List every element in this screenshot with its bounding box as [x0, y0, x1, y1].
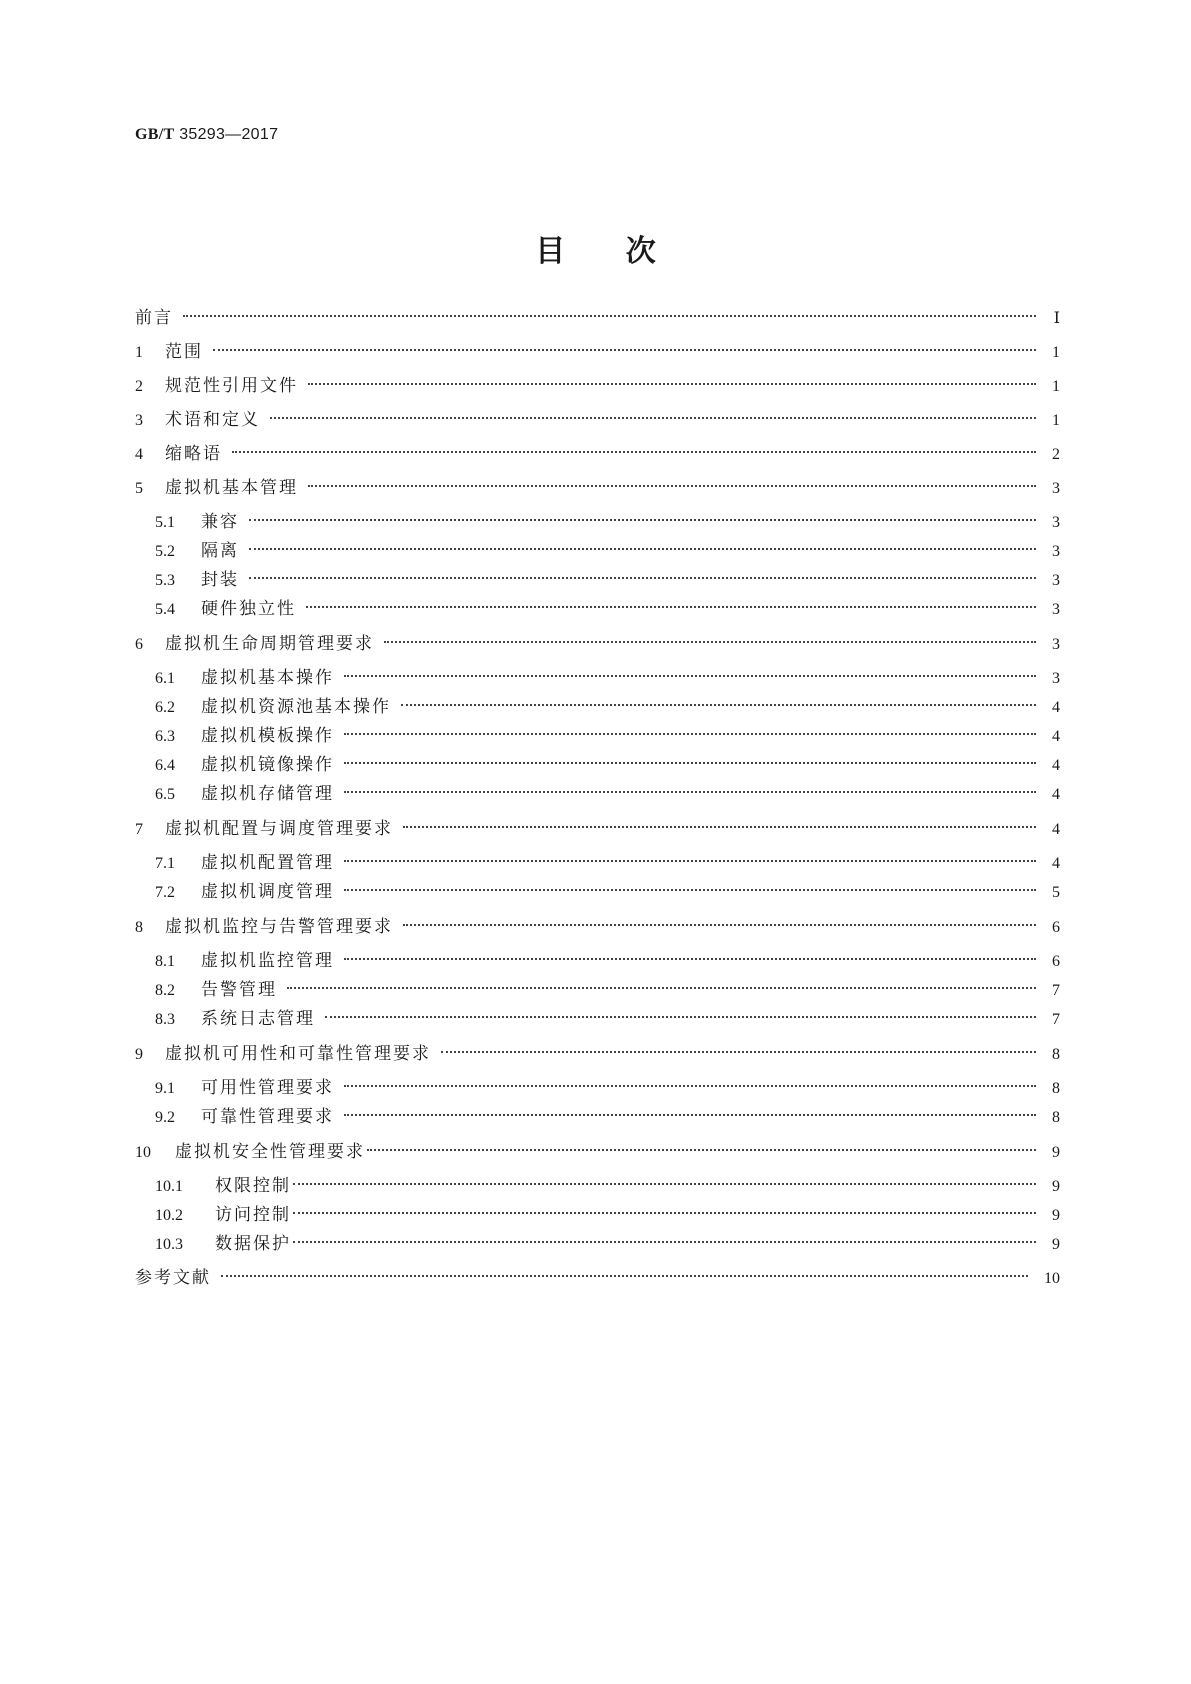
toc-entry-label: 硬件独立性 — [201, 599, 296, 619]
toc-entry-number: 5 — [135, 480, 143, 497]
toc-entry-label: 虚拟机基本管理 — [165, 478, 298, 498]
toc-entry-page: 8 — [1052, 1046, 1060, 1063]
dot-leader — [221, 1275, 1028, 1277]
toc-entry[interactable] — [135, 340, 1060, 364]
toc-entry-number: 7.2 — [155, 884, 175, 901]
dot-leader — [344, 733, 1036, 735]
toc-entry-label: 可用性管理要求 — [201, 1078, 334, 1098]
toc-entry-number: 5.4 — [155, 601, 175, 618]
toc-entry-number: 10.3 — [155, 1236, 183, 1253]
dot-leader — [249, 548, 1036, 550]
toc-entry-number: 7.1 — [155, 855, 175, 872]
toc-entry[interactable] — [135, 442, 1060, 466]
standard-prefix: GB/T — [135, 126, 175, 143]
toc-entry-number: 6.4 — [155, 757, 175, 774]
dot-leader — [249, 577, 1036, 579]
toc-subentry[interactable] — [155, 978, 1060, 1002]
dot-leader — [293, 1212, 1036, 1214]
toc-entry-page: 3 — [1052, 670, 1060, 687]
standard-number: 35293—2017 — [179, 126, 279, 143]
toc-entry-number: 5.1 — [155, 514, 175, 531]
toc-entry-label: 虚拟机存储管理 — [201, 784, 334, 804]
toc-entry[interactable] — [135, 817, 1060, 841]
toc-entry-label: 数据保护 — [215, 1234, 291, 1254]
toc-entry-page: 1 — [1052, 412, 1060, 429]
toc-entry-label: 虚拟机模板操作 — [201, 726, 334, 746]
toc-entry-label: 虚拟机配置管理 — [201, 853, 334, 873]
toc-entry-number: 8.3 — [155, 1011, 175, 1028]
toc-subentry[interactable] — [155, 1174, 1060, 1198]
toc-entry[interactable] — [135, 408, 1060, 432]
toc-entry-page: 3 — [1052, 480, 1060, 497]
toc-entry-label: 告警管理 — [201, 980, 277, 1000]
toc-entry-number: 5.3 — [155, 572, 175, 589]
toc-entry-label: 前言 — [135, 308, 173, 328]
toc-entry-number: 6 — [135, 636, 143, 653]
toc-entry-label: 参考文献 — [135, 1268, 211, 1288]
toc-entry-label: 缩略语 — [165, 444, 222, 464]
toc-subentry[interactable] — [155, 1105, 1060, 1129]
toc-subentry[interactable] — [155, 880, 1060, 904]
toc-entry[interactable] — [135, 915, 1060, 939]
toc-entry-label: 虚拟机监控管理 — [201, 951, 334, 971]
toc-entry-page: 4 — [1052, 786, 1060, 803]
dot-leader — [344, 1114, 1036, 1116]
toc-subentry[interactable] — [155, 666, 1060, 690]
toc-entry-foreword[interactable] — [135, 306, 1060, 330]
toc-entry-number: 5.2 — [155, 543, 175, 560]
dot-leader — [344, 1085, 1036, 1087]
dot-leader — [270, 417, 1036, 419]
dot-leader — [403, 826, 1036, 828]
toc-entry-number: 8 — [135, 919, 143, 936]
dot-leader — [344, 675, 1036, 677]
toc-entry-page: 4 — [1052, 699, 1060, 716]
toc-entry-label: 虚拟机基本操作 — [201, 668, 334, 688]
dot-leader — [249, 519, 1036, 521]
dot-leader — [325, 1016, 1036, 1018]
dot-leader — [308, 383, 1036, 385]
toc-entry-page: 1 — [1052, 378, 1060, 395]
toc-entry-page: 9 — [1052, 1207, 1060, 1224]
toc-entry-page: 9 — [1052, 1178, 1060, 1195]
toc-entry-page: 4 — [1052, 757, 1060, 774]
toc-entry-label: 封装 — [201, 570, 239, 590]
toc-entry[interactable] — [135, 476, 1060, 500]
toc-entry-label: 虚拟机配置与调度管理要求 — [165, 819, 393, 839]
toc-entry-label: 虚拟机可用性和可靠性管理要求 — [165, 1044, 431, 1064]
toc-entry-label: 虚拟机生命周期管理要求 — [165, 634, 374, 654]
toc-entry-number: 10.1 — [155, 1178, 183, 1195]
toc-entry-page: 4 — [1052, 855, 1060, 872]
dot-leader — [344, 958, 1036, 960]
toc-subentry[interactable] — [155, 851, 1060, 875]
toc-entry-number: 10 — [135, 1144, 151, 1161]
toc-entry-page: 9 — [1052, 1144, 1060, 1161]
toc-entry[interactable] — [135, 374, 1060, 398]
toc-subentry[interactable] — [155, 539, 1060, 563]
dot-leader — [306, 606, 1036, 608]
dot-leader — [293, 1241, 1036, 1243]
toc-entry-number: 3 — [135, 412, 143, 429]
toc-entry-page: 10 — [1044, 1270, 1060, 1287]
toc-entry-label: 虚拟机资源池基本操作 — [201, 697, 391, 717]
toc-entry[interactable] — [135, 632, 1060, 656]
toc-subentry[interactable] — [155, 1203, 1060, 1227]
toc-entry-label: 兼容 — [201, 512, 239, 532]
toc-entry-page: 3 — [1052, 572, 1060, 589]
toc-subentry[interactable] — [155, 597, 1060, 621]
toc-subentry[interactable] — [155, 782, 1060, 806]
toc-subentry[interactable] — [155, 1232, 1060, 1256]
toc-entry-number: 9 — [135, 1046, 143, 1063]
toc-entry-page: 6 — [1052, 919, 1060, 936]
toc-entry-page: 3 — [1052, 543, 1060, 560]
toc-entry[interactable] — [135, 1042, 1060, 1066]
toc-entry-page: 4 — [1052, 728, 1060, 745]
toc-subentry[interactable] — [155, 695, 1060, 719]
table-of-contents — [135, 0, 1060, 1684]
dot-leader — [183, 315, 1036, 317]
dot-leader — [287, 987, 1036, 989]
toc-entry-number: 6.5 — [155, 786, 175, 803]
dot-leader — [213, 349, 1036, 351]
dot-leader — [401, 704, 1036, 706]
dot-leader — [308, 485, 1036, 487]
toc-entry-page: 5 — [1052, 884, 1060, 901]
dot-leader — [403, 924, 1036, 926]
toc-entry-page: 7 — [1052, 982, 1060, 999]
toc-entry-number: 2 — [135, 378, 143, 395]
toc-subentry[interactable] — [155, 568, 1060, 592]
toc-entry-label: 范围 — [165, 342, 203, 362]
dot-leader — [344, 762, 1036, 764]
toc-entry-page: 9 — [1052, 1236, 1060, 1253]
toc-entry-page: 2 — [1052, 446, 1060, 463]
dot-leader — [232, 451, 1036, 453]
toc-entry-label: 可靠性管理要求 — [201, 1107, 334, 1127]
toc-entry-number: 4 — [135, 446, 143, 463]
toc-entry-page: 1 — [1052, 344, 1060, 361]
toc-entry-page: Ⅰ — [1053, 310, 1060, 327]
toc-subentry[interactable] — [155, 1076, 1060, 1100]
toc-entry-number: 6.2 — [155, 699, 175, 716]
toc-subentry[interactable] — [155, 724, 1060, 748]
toc-entry-number: 8.1 — [155, 953, 175, 970]
dot-leader — [344, 860, 1036, 862]
toc-entry-label: 权限控制 — [215, 1176, 291, 1196]
toc-subentry[interactable] — [155, 949, 1060, 973]
toc-entry-number: 6.3 — [155, 728, 175, 745]
toc-entry-number: 9.1 — [155, 1080, 175, 1097]
toc-entry-label: 系统日志管理 — [201, 1009, 315, 1029]
toc-entry-page: 3 — [1052, 601, 1060, 618]
toc-entry-number: 1 — [135, 344, 143, 361]
toc-entry-label: 虚拟机监控与告警管理要求 — [165, 917, 393, 937]
toc-entry-page: 3 — [1052, 514, 1060, 531]
toc-entry-label: 访问控制 — [215, 1205, 291, 1225]
toc-entry-label: 虚拟机镜像操作 — [201, 755, 334, 775]
page-title: 目 次 — [535, 234, 656, 269]
toc-entry-number: 10.2 — [155, 1207, 183, 1224]
toc-entry[interactable] — [135, 1140, 1060, 1164]
toc-entry-label: 规范性引用文件 — [165, 376, 298, 396]
toc-entry-page: 4 — [1052, 821, 1060, 838]
toc-entry-label: 术语和定义 — [165, 410, 260, 430]
toc-subentry[interactable] — [155, 510, 1060, 534]
toc-entry-page: 8 — [1052, 1080, 1060, 1097]
toc-subentry[interactable] — [155, 1007, 1060, 1031]
toc-entry-page: 8 — [1052, 1109, 1060, 1126]
toc-entry-number: 7 — [135, 821, 143, 838]
dot-leader — [344, 791, 1036, 793]
toc-entry-label: 虚拟机调度管理 — [201, 882, 334, 902]
toc-entry-number: 9.2 — [155, 1109, 175, 1126]
toc-entry-number: 8.2 — [155, 982, 175, 999]
toc-entry-page: 3 — [1052, 636, 1060, 653]
dot-leader — [344, 889, 1036, 891]
toc-entry-label: 隔离 — [201, 541, 239, 561]
toc-entry-page: 6 — [1052, 953, 1060, 970]
dot-leader — [384, 641, 1036, 643]
toc-subentry[interactable] — [155, 753, 1060, 777]
dot-leader — [367, 1149, 1036, 1151]
toc-entry-page: 7 — [1052, 1011, 1060, 1028]
dot-leader — [293, 1183, 1036, 1185]
dot-leader — [441, 1051, 1036, 1053]
toc-entry-bibliography[interactable] — [135, 1266, 1060, 1290]
toc-entry-label: 虚拟机安全性管理要求 — [175, 1142, 365, 1162]
toc-entry-number: 6.1 — [155, 670, 175, 687]
